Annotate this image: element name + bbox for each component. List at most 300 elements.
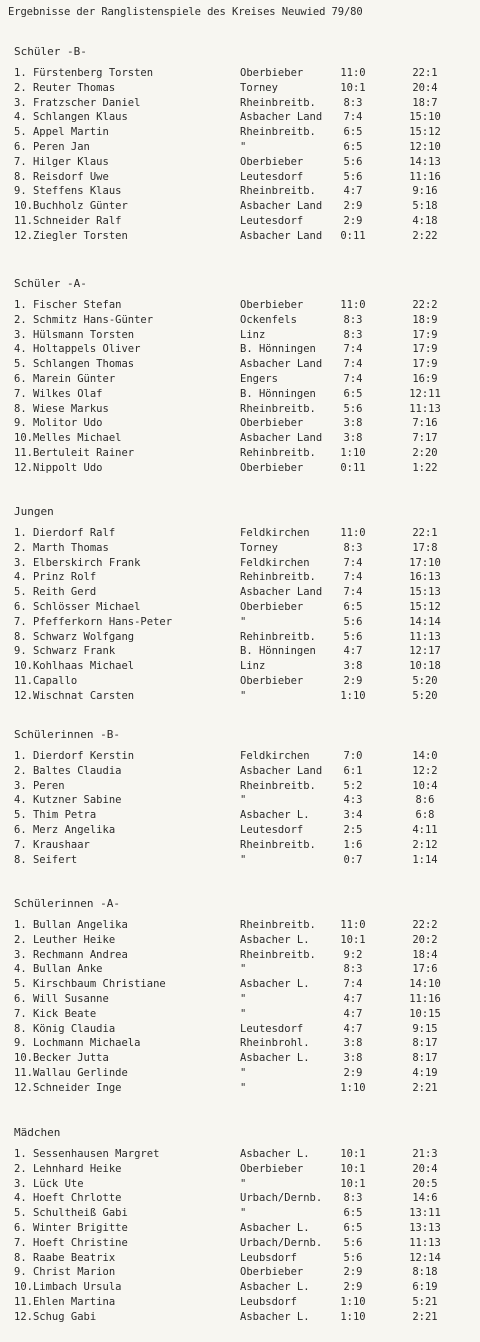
match-score: 2:9	[343, 200, 363, 213]
match-score: 1:10	[340, 446, 366, 459]
club-name: Asbacher L.	[240, 933, 310, 946]
set-score: 22:1	[412, 527, 438, 539]
club-name: Oberbieber	[240, 417, 304, 430]
club-name: Rheinbreitb.	[240, 838, 316, 851]
player-name: 8. Seifert	[14, 853, 78, 866]
player-name: 11.Ehlen Martina	[14, 1295, 116, 1308]
club-name: B. Hönningen	[240, 387, 316, 400]
club-name: Oberbieber	[240, 1266, 304, 1279]
club-name: "	[240, 853, 247, 866]
result-row	[14, 1066, 474, 1081]
match-score: 6:1	[343, 764, 363, 777]
section-maedchen	[14, 1125, 474, 1325]
result-row	[14, 1251, 474, 1266]
club-name: Leutesdorf	[240, 1022, 304, 1035]
player-name: 4. Schlangen Klaus	[14, 111, 128, 124]
match-score: 9:2	[343, 948, 363, 961]
set-score: 20:5	[412, 1177, 438, 1190]
player-name: 7. Hoeft Christine	[14, 1236, 128, 1249]
club-name: Asbacher L.	[240, 978, 310, 991]
match-score: 11:0	[340, 527, 366, 539]
club-name: "	[240, 1207, 247, 1220]
match-score: 6:5	[343, 1221, 363, 1234]
set-score: 10:4	[412, 779, 438, 792]
set-score: 2:20	[412, 446, 438, 459]
club-name: Linz	[240, 660, 266, 673]
club-name: Rheinbreitb.	[240, 779, 316, 792]
match-score: 7:4	[343, 571, 363, 584]
match-score: 2:9	[343, 674, 363, 687]
section-schueler-a	[14, 276, 474, 476]
club-name: Rheinbreitb.	[240, 126, 316, 139]
player-name: 4. Hoeft Chrlotte	[14, 1192, 122, 1205]
result-row	[14, 977, 474, 992]
match-score: 3:8	[343, 417, 363, 430]
match-score: 11:0	[340, 67, 366, 79]
club-name: Asbacher Land	[240, 432, 323, 445]
club-name: Asbacher L.	[240, 1281, 310, 1294]
set-score: 14:14	[409, 615, 441, 628]
match-score: 8:3	[343, 963, 363, 976]
set-score: 9:16	[412, 185, 438, 198]
result-row	[14, 600, 474, 615]
match-score: 3:8	[343, 1037, 363, 1050]
match-score: 5:6	[343, 1236, 363, 1249]
club-name: Feldkirchen	[240, 556, 310, 569]
club-name: Rehinbreitb.	[240, 630, 316, 643]
match-score: 1:10	[340, 689, 366, 702]
section-title: Mädchen	[14, 1126, 61, 1139]
player-name: 11.Wallau Gerlinde	[14, 1066, 128, 1079]
club-name: Leubsdorf	[240, 1251, 297, 1264]
club-name: "	[240, 1081, 247, 1094]
match-score: 10:1	[340, 1148, 366, 1160]
club-name: Rheinbreitb.	[240, 948, 316, 961]
player-name: 3. Hülsmann Torsten	[14, 328, 135, 341]
match-score: 2:9	[343, 1281, 363, 1294]
match-score: 2:9	[343, 1266, 363, 1279]
club-name: Torney	[240, 541, 278, 554]
club-name: "	[240, 963, 247, 976]
page-title: Ergebnisse der Ranglistenspiele des Kreises Neuwied 79/80	[8, 6, 363, 18]
section-title: Schülerinnen -B-	[14, 728, 120, 741]
club-name: Ockenfels	[240, 313, 297, 326]
player-name: 4. Bullan Anke	[14, 963, 103, 976]
club-name: Asbacher L.	[240, 1221, 310, 1234]
player-name: 12.Schug Gabi	[14, 1310, 97, 1323]
match-score: 1:10	[340, 1310, 366, 1323]
player-name: 8. Raabe Beatrix	[14, 1251, 116, 1264]
match-score: 7:4	[343, 343, 363, 356]
club-name: Asbacher Land	[240, 764, 323, 777]
club-name: Leutesdorf	[240, 214, 304, 227]
club-name: Asbacher L.	[240, 1148, 310, 1160]
match-score: 3:4	[343, 809, 363, 822]
club-name: Asbacher Land	[240, 200, 323, 213]
match-score: 6:5	[343, 126, 363, 139]
set-score: 16:9	[412, 372, 438, 385]
match-score: 5:6	[343, 170, 363, 183]
player-name: 5. Reith Gerd	[14, 586, 97, 599]
set-score: 11:13	[409, 630, 441, 643]
match-score: 7:4	[343, 372, 363, 385]
result-row	[14, 1295, 474, 1310]
set-score: 22:2	[412, 299, 438, 311]
player-name: 11.Schneider Ralf	[14, 214, 122, 227]
set-score: 6:8	[415, 809, 435, 822]
set-score: 10:15	[409, 1007, 441, 1020]
result-row	[14, 387, 474, 402]
result-row	[14, 1007, 474, 1022]
result-row	[14, 1162, 474, 1177]
result-row	[14, 570, 474, 585]
result-row	[14, 155, 474, 170]
section-schuelerinnen-b	[14, 727, 474, 867]
club-name: Leutesdorf	[240, 823, 304, 836]
set-score: 20:4	[412, 1162, 438, 1175]
result-row	[14, 1280, 474, 1295]
player-name: 12.Ziegler Torsten	[14, 229, 128, 242]
match-score: 1:10	[340, 1081, 366, 1094]
set-score: 5:20	[412, 674, 438, 687]
club-name: B. Hönningen	[240, 343, 316, 356]
player-name: 10.Buchholz Günter	[14, 200, 128, 213]
club-name: "	[240, 992, 247, 1005]
match-score: 10:1	[340, 933, 366, 946]
result-row	[14, 585, 474, 600]
club-name: "	[240, 689, 247, 702]
club-name: Rheinbrohl.	[240, 1037, 310, 1050]
player-name: 6. Schlösser Michael	[14, 600, 141, 613]
set-score: 12:10	[409, 140, 441, 153]
set-score: 8:17	[412, 1037, 438, 1050]
match-score: 5:2	[343, 779, 363, 792]
player-name: 1. Bullan Angelika	[14, 919, 128, 931]
player-name: 12.Nippolt Udo	[14, 461, 103, 474]
set-score: 18:4	[412, 948, 438, 961]
club-name: Oberbieber	[240, 674, 304, 687]
player-name: 3. Fratzscher Daniel	[14, 96, 141, 109]
set-score: 5:20	[412, 689, 438, 702]
player-name: 7. Wilkes Olaf	[14, 387, 103, 400]
set-score: 1:22	[412, 461, 438, 474]
result-row	[14, 615, 474, 630]
match-score: 6:5	[343, 140, 363, 153]
match-score: 5:6	[343, 402, 363, 415]
player-name: 9. Molitor Udo	[14, 417, 103, 430]
match-score: 11:0	[340, 919, 366, 931]
club-name: "	[240, 140, 247, 153]
result-row	[14, 1236, 474, 1251]
match-score: 7:4	[343, 111, 363, 124]
player-name: 3. Lück Ute	[14, 1177, 84, 1190]
club-name: Oberbieber	[240, 1162, 304, 1175]
player-name: 10.Limbach Ursula	[14, 1281, 122, 1294]
player-name: 7. Kick Beate	[14, 1007, 97, 1020]
match-score: 10:1	[340, 1177, 366, 1190]
result-row	[14, 918, 474, 933]
set-score: 18:7	[412, 96, 438, 109]
match-score: 4:7	[343, 185, 363, 198]
player-name: 2. Lehnhard Heike	[14, 1162, 122, 1175]
player-name: 9. Steffens Klaus	[14, 185, 122, 198]
set-score: 15:13	[409, 586, 441, 599]
section-jungen	[14, 504, 474, 704]
set-score: 11:16	[409, 170, 441, 183]
club-name: Asbacher Land	[240, 358, 323, 371]
match-score: 10:1	[340, 81, 366, 94]
club-name: Torney	[240, 81, 278, 94]
player-name: 9. Christ Marion	[14, 1266, 116, 1279]
set-score: 8:6	[415, 794, 435, 807]
match-score: 2:9	[343, 214, 363, 227]
match-score: 4:7	[343, 992, 363, 1005]
set-score: 8:18	[412, 1266, 438, 1279]
player-name: 7. Hilger Klaus	[14, 155, 109, 168]
match-score: 3:8	[343, 1052, 363, 1065]
result-row	[14, 992, 474, 1007]
result-row	[14, 431, 474, 446]
result-row	[14, 140, 474, 155]
section-title: Schülerinnen -A-	[14, 897, 120, 910]
match-score: 4:3	[343, 794, 363, 807]
club-name: Oberbieber	[240, 155, 304, 168]
set-score: 13:13	[409, 1221, 441, 1234]
player-name: 4. Prinz Rolf	[14, 571, 97, 584]
result-row	[14, 461, 474, 476]
result-row	[14, 184, 474, 199]
result-row	[14, 764, 474, 779]
player-name: 8. Wiese Markus	[14, 402, 109, 415]
set-score: 17:10	[409, 556, 441, 569]
set-score: 21:3	[412, 1148, 438, 1160]
set-score: 2:22	[412, 229, 438, 242]
set-score: 4:19	[412, 1066, 438, 1079]
club-name: Oberbieber	[240, 67, 304, 79]
result-row	[14, 1147, 474, 1162]
set-score: 14:0	[412, 750, 438, 762]
result-row	[14, 689, 474, 704]
result-row	[14, 96, 474, 111]
club-name: Asbacher L.	[240, 1052, 310, 1065]
player-name: 8. Reisdorf Uwe	[14, 170, 109, 183]
club-name: B. Hönningen	[240, 645, 316, 658]
match-score: 8:3	[343, 96, 363, 109]
player-name: 3. Rechmann Andrea	[14, 948, 128, 961]
club-name: "	[240, 794, 247, 807]
player-name: 3. Peren	[14, 779, 65, 792]
player-name: 5. Schultheiß Gabi	[14, 1207, 128, 1220]
result-row	[14, 1036, 474, 1051]
club-name: Leutesdorf	[240, 170, 304, 183]
result-row	[14, 66, 474, 81]
club-name: Rheinbreitb.	[240, 185, 316, 198]
set-score: 4:11	[412, 823, 438, 836]
section-title: Jungen	[14, 505, 54, 518]
set-score: 1:14	[412, 853, 438, 866]
player-name: 11.Capallo	[14, 674, 78, 687]
match-score: 7:4	[343, 556, 363, 569]
match-score: 8:3	[343, 541, 363, 554]
result-row	[14, 853, 474, 868]
set-score: 13:11	[409, 1207, 441, 1220]
player-name: 10.Melles Michael	[14, 432, 122, 445]
result-row	[14, 779, 474, 794]
player-name: 1. Sessenhausen Margret	[14, 1148, 160, 1160]
result-row	[14, 1206, 474, 1221]
player-name: 11.Bertuleit Rainer	[14, 446, 135, 459]
section-schueler-b	[14, 44, 474, 244]
match-score: 6:5	[343, 600, 363, 613]
club-name: "	[240, 615, 247, 628]
club-name: Asbacher Land	[240, 229, 323, 242]
result-row	[14, 659, 474, 674]
set-score: 20:2	[412, 933, 438, 946]
result-row	[14, 416, 474, 431]
set-score: 17:8	[412, 541, 438, 554]
set-score: 20:4	[412, 81, 438, 94]
set-score: 22:2	[412, 919, 438, 931]
result-row	[14, 402, 474, 417]
match-score: 6:5	[343, 1207, 363, 1220]
match-score: 0:11	[340, 461, 366, 474]
match-score: 5:6	[343, 630, 363, 643]
club-name: Urbach/Dernb.	[240, 1192, 323, 1205]
player-name: 5. Kirschbaum Christiane	[14, 978, 166, 991]
set-score: 22:1	[412, 67, 438, 79]
club-name: Asbacher L.	[240, 809, 310, 822]
result-row	[14, 125, 474, 140]
set-score: 7:16	[412, 417, 438, 430]
club-name: Urbach/Dernb.	[240, 1236, 323, 1249]
player-name: 2. Leuther Heike	[14, 933, 116, 946]
set-score: 8:17	[412, 1052, 438, 1065]
match-score: 1:10	[340, 1295, 366, 1308]
match-score: 4:7	[343, 645, 363, 658]
match-score: 10:1	[340, 1162, 366, 1175]
match-score: 2:5	[343, 823, 363, 836]
set-score: 14:6	[412, 1192, 438, 1205]
club-name: Oberbieber	[240, 299, 304, 311]
player-name: 6. Will Susanne	[14, 992, 109, 1005]
club-name: Rheinbreitb.	[240, 919, 316, 931]
player-name: 2. Schmitz Hans-Günter	[14, 313, 154, 326]
player-name: 9. Schwarz Frank	[14, 645, 116, 658]
result-row	[14, 793, 474, 808]
match-score: 1:6	[343, 838, 363, 851]
player-name: 5. Appel Martin	[14, 126, 109, 139]
match-score: 3:8	[343, 432, 363, 445]
set-score: 18:9	[412, 313, 438, 326]
match-score: 7:0	[343, 750, 363, 762]
set-score: 5:18	[412, 200, 438, 213]
set-score: 11:13	[409, 1236, 441, 1249]
set-score: 11:16	[409, 992, 441, 1005]
result-row	[14, 948, 474, 963]
result-row	[14, 1191, 474, 1206]
set-score: 7:17	[412, 432, 438, 445]
result-row	[14, 644, 474, 659]
club-name: Linz	[240, 328, 266, 341]
match-score: 3:8	[343, 660, 363, 673]
set-score: 14:13	[409, 155, 441, 168]
player-name: 1. Fürstenberg Torsten	[14, 67, 154, 79]
set-score: 14:10	[409, 978, 441, 991]
result-row	[14, 674, 474, 689]
player-name: 2. Baltes Claudia	[14, 764, 122, 777]
set-score: 12:17	[409, 645, 441, 658]
match-score: 11:0	[340, 299, 366, 311]
result-row	[14, 170, 474, 185]
result-row	[14, 962, 474, 977]
match-score: 2:9	[343, 1066, 363, 1079]
player-name: 8. Schwarz Wolfgang	[14, 630, 135, 643]
player-name: 4. Holtappels Oliver	[14, 343, 141, 356]
result-row	[14, 328, 474, 343]
match-score: 5:6	[343, 1251, 363, 1264]
player-name: 6. Merz Angelika	[14, 823, 116, 836]
player-name: 6. Marein Günter	[14, 372, 116, 385]
result-row	[14, 541, 474, 556]
set-score: 15:12	[409, 600, 441, 613]
set-score: 17:9	[412, 328, 438, 341]
club-name: Rheinbreitb.	[240, 402, 316, 415]
result-row	[14, 556, 474, 571]
club-name: Engers	[240, 372, 278, 385]
result-row	[14, 1177, 474, 1192]
player-name: 6. Peren Jan	[14, 140, 90, 153]
player-name: 3. Elberskirch Frank	[14, 556, 141, 569]
club-name: Asbacher Land	[240, 586, 323, 599]
match-score: 7:4	[343, 358, 363, 371]
result-row	[14, 838, 474, 853]
result-row	[14, 1310, 474, 1325]
result-row	[14, 1221, 474, 1236]
result-row	[14, 357, 474, 372]
player-name: 12.Wischnat Carsten	[14, 689, 135, 702]
result-row	[14, 1051, 474, 1066]
match-score: 7:4	[343, 978, 363, 991]
club-name: Asbacher L.	[240, 1310, 310, 1323]
result-row	[14, 1265, 474, 1280]
set-score: 17:9	[412, 343, 438, 356]
set-score: 12:14	[409, 1251, 441, 1264]
club-name: Feldkirchen	[240, 527, 310, 539]
player-name: 6. Winter Brigitte	[14, 1221, 128, 1234]
result-row	[14, 526, 474, 541]
player-name: 7. Pfefferkorn Hans-Peter	[14, 615, 173, 628]
result-row	[14, 342, 474, 357]
club-name: Feldkirchen	[240, 750, 310, 762]
set-score: 15:10	[409, 111, 441, 124]
result-row	[14, 81, 474, 96]
section-schuelerinnen-a	[14, 896, 474, 1096]
result-row	[14, 446, 474, 461]
result-row	[14, 214, 474, 229]
match-score: 8:3	[343, 313, 363, 326]
club-name: Oberbieber	[240, 600, 304, 613]
set-score: 17:9	[412, 358, 438, 371]
club-name: Asbacher Land	[240, 111, 323, 124]
player-name: 4. Kutzner Sabine	[14, 794, 122, 807]
result-row	[14, 808, 474, 823]
set-score: 5:21	[412, 1295, 438, 1308]
club-name: "	[240, 1007, 247, 1020]
result-row	[14, 1081, 474, 1096]
set-score: 16:13	[409, 571, 441, 584]
match-score: 5:6	[343, 615, 363, 628]
match-score: 0:11	[340, 229, 366, 242]
